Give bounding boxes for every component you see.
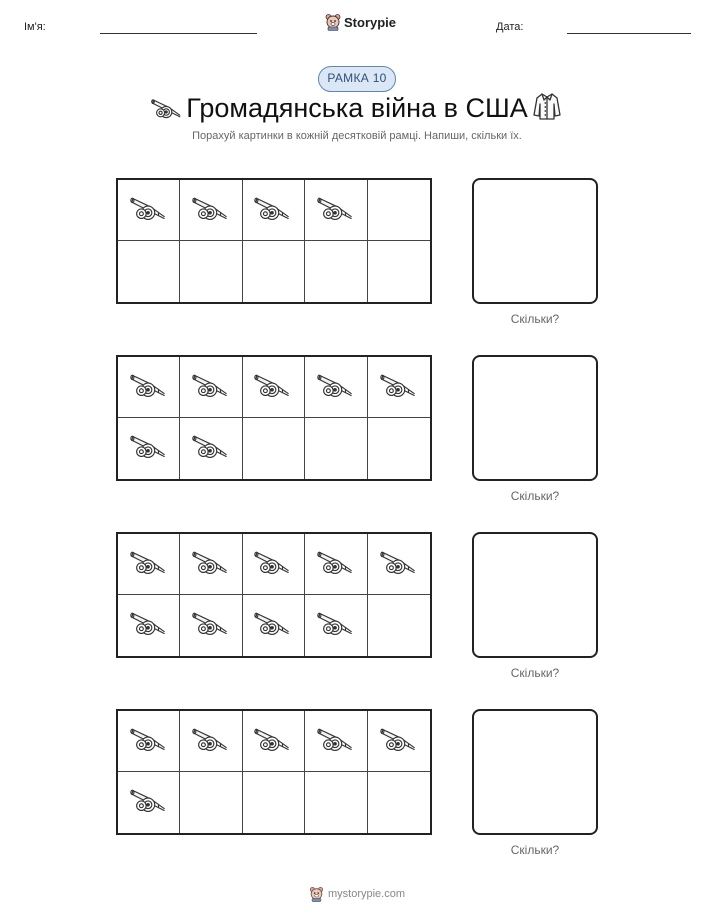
cannon-icon	[254, 370, 292, 405]
frame-cell	[118, 595, 180, 656]
frame-cell	[180, 772, 242, 833]
bear-mascot-icon	[309, 886, 324, 902]
cannon-icon	[380, 547, 418, 582]
name-label: Ім'я:	[24, 21, 46, 33]
cannon-icon	[130, 724, 168, 759]
name-line	[100, 33, 257, 34]
coat-icon	[532, 91, 562, 126]
cannon-icon	[130, 785, 168, 820]
brand-logo	[325, 13, 396, 31]
frame-cell	[305, 772, 367, 833]
frame-cell	[118, 418, 180, 479]
ten-frame	[116, 532, 432, 658]
frame-cell	[243, 357, 305, 418]
frame-cell	[118, 241, 180, 302]
frame-cell	[180, 534, 242, 595]
frame-cell	[243, 241, 305, 302]
brand-name: Storypie	[344, 14, 397, 30]
frame-cell	[305, 180, 367, 241]
frame-cell	[243, 772, 305, 833]
frame-cell	[368, 772, 430, 833]
date-label: Дата:	[496, 21, 524, 33]
cannon-icon	[317, 608, 355, 643]
frame-cell	[118, 534, 180, 595]
date-line	[567, 33, 691, 34]
answer-box[interactable]	[472, 178, 598, 304]
frame-cell	[118, 180, 180, 241]
frame-cell	[180, 418, 242, 479]
answer-box[interactable]	[472, 532, 598, 658]
frame-cell	[368, 180, 430, 241]
frame-badge: РАМКА 10	[318, 66, 396, 92]
frame-cell	[368, 595, 430, 656]
cannon-icon	[130, 370, 168, 405]
frame-cell	[118, 711, 180, 772]
bear-mascot-icon	[325, 13, 341, 31]
frame-cell	[305, 534, 367, 595]
frame-cell	[180, 595, 242, 656]
frame-cell	[180, 180, 242, 241]
ten-frame	[116, 355, 432, 481]
footer-site: mystorypie.com	[328, 888, 406, 900]
frame-cell	[180, 711, 242, 772]
cannon-icon	[380, 370, 418, 405]
cannon-icon	[192, 370, 230, 405]
frame-cell	[180, 241, 242, 302]
frame-cell	[305, 418, 367, 479]
frame-cell	[305, 595, 367, 656]
worksheet-title: Громадянська війна в США	[186, 93, 528, 123]
cannon-icon	[254, 547, 292, 582]
frame-cell	[368, 534, 430, 595]
cannon-icon	[380, 724, 418, 759]
frame-cell	[368, 711, 430, 772]
ten-frame	[116, 178, 432, 304]
frame-cell	[243, 534, 305, 595]
cannon-icon	[130, 547, 168, 582]
how-many-label: Скільки?	[510, 843, 560, 857]
frame-cell	[305, 711, 367, 772]
instructions: Порахуй картинки в кожній десятковій рамці. Напиши, скільки їх.	[192, 130, 522, 142]
footer	[309, 886, 405, 902]
frame-cell	[305, 241, 367, 302]
cannon-icon	[317, 547, 355, 582]
cannon-icon	[254, 608, 292, 643]
frame-cell	[243, 595, 305, 656]
ten-frame	[116, 709, 432, 835]
frame-cell	[368, 241, 430, 302]
how-many-label: Скільки?	[510, 489, 560, 503]
frame-cell	[243, 418, 305, 479]
cannon-icon	[192, 193, 230, 228]
how-many-label: Скільки?	[510, 312, 560, 326]
frame-cell	[368, 418, 430, 479]
cannon-icon	[254, 193, 292, 228]
cannon-icon	[317, 724, 355, 759]
frame-cell	[305, 357, 367, 418]
how-many-label: Скільки?	[510, 666, 560, 680]
cannon-icon	[317, 193, 355, 228]
frame-cell	[368, 357, 430, 418]
frame-cell	[118, 357, 180, 418]
frame-cell	[243, 711, 305, 772]
frame-cell	[243, 180, 305, 241]
cannon-icon	[192, 608, 230, 643]
cannon-icon	[130, 431, 168, 466]
frame-cell	[180, 357, 242, 418]
cannon-icon	[192, 724, 230, 759]
cannon-icon	[192, 547, 230, 582]
cannon-icon	[130, 608, 168, 643]
answer-box[interactable]	[472, 355, 598, 481]
frame-cell	[118, 772, 180, 833]
cannon-icon	[192, 431, 230, 466]
cannon-icon	[130, 193, 168, 228]
cannon-icon	[254, 724, 292, 759]
answer-box[interactable]	[472, 709, 598, 835]
cannon-icon	[317, 370, 355, 405]
